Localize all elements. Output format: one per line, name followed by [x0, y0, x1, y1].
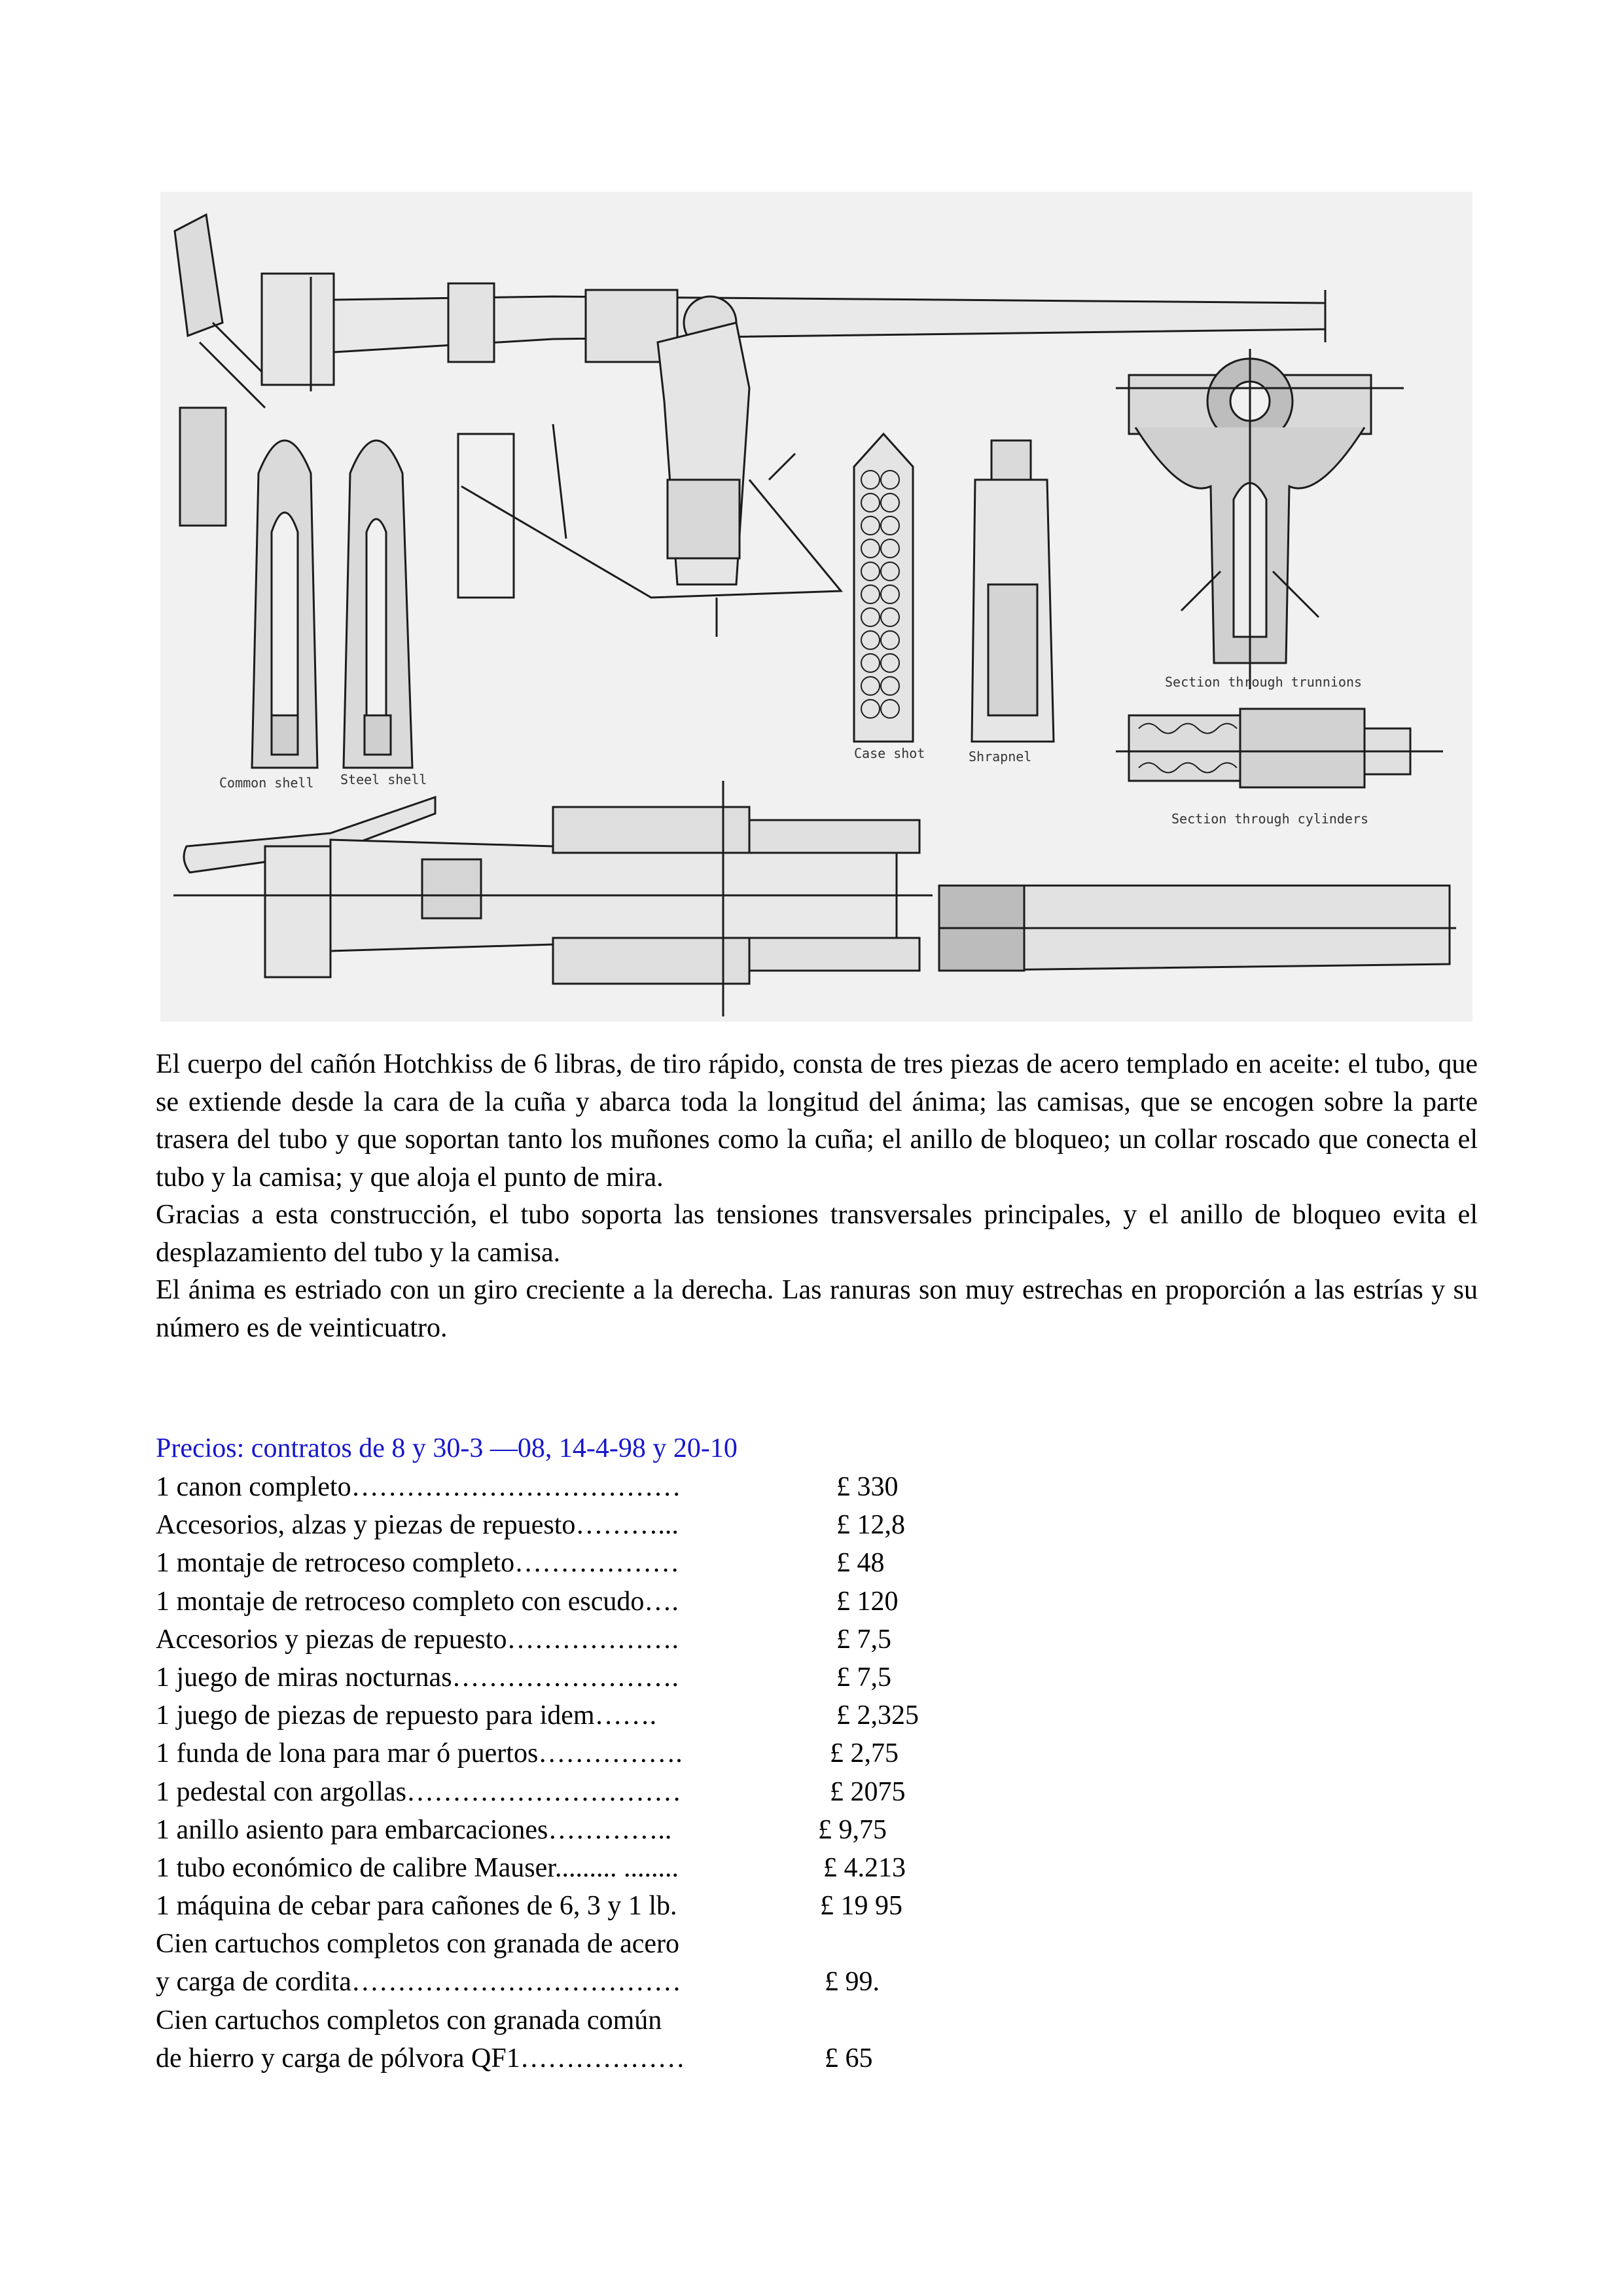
paragraph: El ánima es estriado con un giro creciente a la derecha. Las ranuras son muy estrechas en proporción a las estrías y su número es de veinticuatro. — [156, 1275, 1478, 1343]
price-item-desc: Accesorios y piezas de repuesto………………. — [156, 1624, 679, 1655]
barrel-section — [939, 886, 1456, 971]
price-item-desc: 1 montaje de retroceso completo con escudo…. — [156, 1586, 679, 1617]
paragraph: Gracias a esta construcción, el tubo soporta las tensiones transversales principales, y el anillo de bloqueo evita el desplazamiento del tubo y la camisa. — [156, 1200, 1478, 1268]
price-item-value: £ 330 — [836, 1472, 899, 1502]
price-row — [156, 1811, 1072, 1849]
price-item-value: £ 9,75 — [818, 1814, 887, 1845]
price-item-desc-line1: Cien cartuchos completos con granada de acero — [156, 1929, 679, 1960]
section-cylinders-label: Section through cylinders — [1171, 811, 1369, 827]
price-item-desc: 1 funda de lona para mar ó puertos……………. — [156, 1738, 683, 1769]
price-row — [156, 2039, 1072, 2077]
price-row — [156, 1544, 1072, 1582]
price-item-value: £ 4.213 — [823, 1852, 906, 1883]
price-row — [156, 1963, 1072, 2001]
price-item-value: £ 99. — [825, 1967, 880, 1998]
price-item-value: £ 2075 — [830, 1776, 906, 1807]
price-item-desc: 1 juego de piezas de repuesto para idem……. — [156, 1700, 657, 1731]
section-through-trunnions — [1116, 349, 1404, 689]
price-row — [156, 1468, 1072, 1506]
price-row — [156, 1659, 1072, 1696]
prices-title: Precios: contratos de 8 y 30-3 —08, 14-4-98 y 20-10 — [156, 1433, 738, 1463]
price-row — [156, 1506, 1072, 1544]
steel-shell — [344, 440, 412, 768]
case-shot — [854, 434, 913, 742]
price-item-value: £ 7,5 — [836, 1662, 891, 1693]
steel-shell-label: Steel shell — [340, 772, 427, 787]
technical-drawing-hotchkiss-gun — [160, 192, 1472, 1022]
price-item-desc: Accesorios, alzas y piezas de repuesto………... — [156, 1510, 679, 1541]
price-row — [156, 1925, 1072, 1963]
price-item-value: £ 48 — [836, 1548, 885, 1579]
common-shell — [252, 440, 317, 768]
price-item-desc: 1 canon completo……………………………… — [156, 1472, 681, 1502]
price-item-value: £ 120 — [836, 1586, 899, 1617]
price-row — [156, 1887, 1072, 1925]
price-row — [156, 1696, 1072, 1734]
price-item-desc: de hierro y carga de pólvora QF1……………… — [156, 2043, 685, 2073]
body-text — [156, 1046, 1478, 1347]
price-item-value: £ 65 — [825, 2043, 873, 2073]
section-through-cylinders — [1116, 709, 1443, 787]
price-row — [156, 1849, 1072, 1887]
case-shot-label: Case shot — [854, 745, 925, 761]
shrapnel — [972, 440, 1054, 742]
price-row — [156, 1773, 1072, 1811]
price-item-desc: 1 pedestal con argollas………………………… — [156, 1776, 681, 1807]
price-item-value: £ 7,5 — [836, 1624, 891, 1655]
price-row — [156, 1621, 1072, 1659]
price-item-value: £ 12,8 — [836, 1510, 905, 1541]
price-item-value: £ 2,325 — [836, 1700, 919, 1731]
price-row — [156, 2001, 1072, 2039]
paragraph: El cuerpo del cañón Hotchkiss de 6 libras, de tiro rápido, consta de tres piezas de acero templado en aceite: el tubo, que se extiende desde la cara de la cuña y abarca toda la longitud del ánima; las camisas, que se encogen sobre la parte trasera del tubo y que soportan tanto los muñones como la cuña; el anillo de bloqueo; un collar roscado que conecta el tubo y la camisa; y que aloja el punto de mira. — [156, 1049, 1478, 1193]
price-row — [156, 1734, 1072, 1772]
price-item-desc: 1 máquina de cebar para cañones de 6, 3 y 1 lb. — [156, 1891, 677, 1922]
price-row — [156, 1583, 1072, 1621]
shrapnel-label: Shrapnel — [969, 749, 1032, 764]
price-item-desc: 1 tubo económico de calibre Mauser......... ........ — [156, 1852, 679, 1883]
section-trunnions-label: Section through trunnions — [1165, 674, 1363, 690]
price-item-desc: 1 juego de miras nocturnas……………………. — [156, 1662, 679, 1693]
price-item-desc: 1 montaje de retroceso completo……………… — [156, 1548, 680, 1579]
gun-plan-view — [173, 781, 933, 1016]
price-item-desc: 1 anillo asiento para embarcaciones………….. — [156, 1814, 672, 1845]
price-item-value: £ 2,75 — [830, 1738, 899, 1769]
price-list — [156, 1468, 1072, 2077]
price-item-value: £ 19 95 — [820, 1891, 902, 1922]
price-item-desc-line1: Cien cartuchos completos con granada común — [156, 2005, 662, 2036]
price-item-desc: y carga de cordita……………………………… — [156, 1967, 681, 1998]
common-shell-label: Common shell — [219, 775, 314, 791]
